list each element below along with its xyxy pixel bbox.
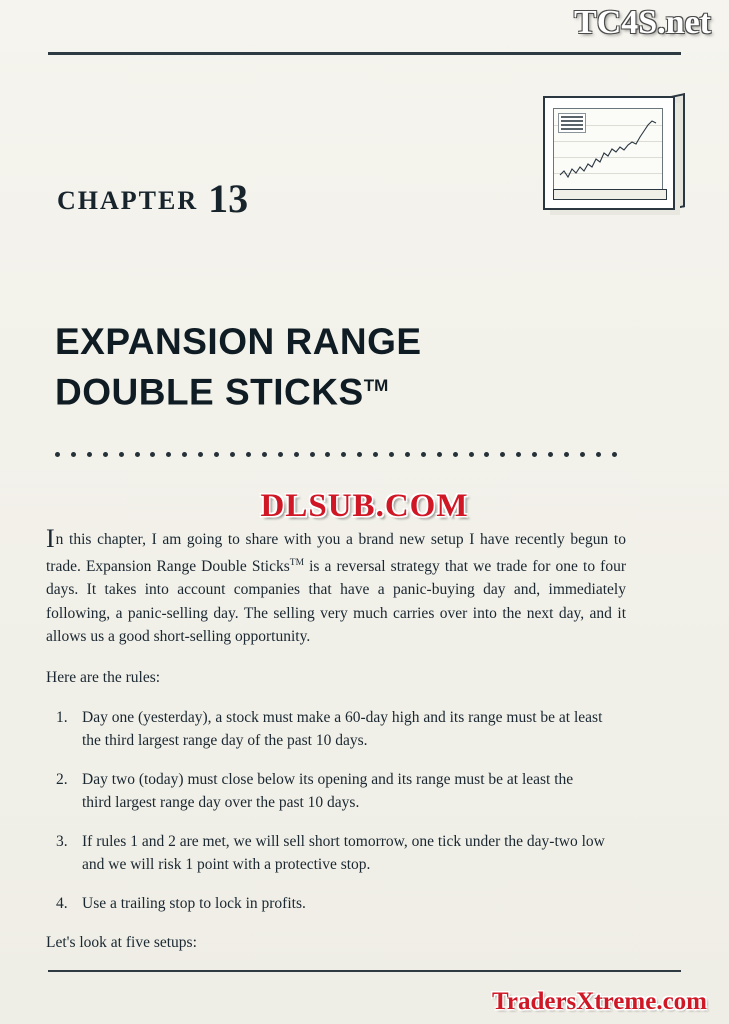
divider-dot [294, 452, 299, 457]
rule-text: If rules 1 and 2 are met, we will sell short tomorrow, one tick under the day-two low and we will risk 1 point with a protective stop. [82, 833, 605, 874]
chart-monitor-illustration [543, 96, 685, 218]
divider-dot [612, 452, 617, 457]
divider-dot [166, 452, 171, 457]
divider-dot [103, 452, 108, 457]
divider-dot [564, 452, 569, 457]
divider-dot [230, 452, 235, 457]
rule-number: 3. [56, 833, 68, 851]
rule-item [46, 768, 606, 814]
rule-text: Day two (today) must close below its opening and its range must be at least the third largest range day over the past 10 days. [82, 771, 574, 812]
trademark-symbol: TM [363, 376, 389, 395]
monitor-body [543, 96, 675, 210]
rules-intro: Here are the rules: [46, 668, 161, 686]
divider-dot [596, 452, 601, 457]
body-content [46, 524, 626, 972]
divider-dot [484, 452, 489, 457]
header-rule [48, 52, 681, 55]
chapter-label: CHAPTER [57, 186, 199, 215]
divider-dot [246, 452, 251, 457]
intro-text-part2: is a reversal strategy that we trade for one to four days. It takes into account companies that have a panic-buying day and, immediately following, a panic-selling day. The selling very much carries over into the next day, and it allows us a good short-selling opportunity. [46, 557, 626, 646]
divider-dot [500, 452, 505, 457]
footer-rule [48, 970, 681, 972]
title-line-1: EXPANSION RANGE [55, 321, 422, 362]
divider-dot [71, 452, 76, 457]
divider-dot [532, 452, 537, 457]
divider-dot [405, 452, 410, 457]
rule-text: Day one (yesterday), a stock must make a 60-day high and its range must be at least the third largest range day of the past 10 days. [82, 709, 603, 750]
rule-number: 1. [56, 709, 68, 727]
divider-dot [325, 452, 330, 457]
divider-dot [341, 452, 346, 457]
drop-cap: I [46, 524, 55, 553]
closing-line: Let's look at five setups: [46, 934, 197, 952]
monitor-base [553, 189, 667, 200]
chapter-number: 13 [208, 176, 249, 221]
monitor-screen [553, 108, 663, 190]
divider-dot [469, 452, 474, 457]
divider-dot [453, 452, 458, 457]
watermark-middle: DLSUB.COM [260, 488, 469, 524]
intro-text-part1: n this chapter, I am going to share with you a brand new setup I have recently begun to trade. Expansion Range Double Sticks [46, 531, 626, 575]
divider-dot [135, 452, 140, 457]
divider-dot [182, 452, 187, 457]
watermark-top: TC4S.net [574, 4, 711, 41]
divider-dot [421, 452, 426, 457]
intro-paragraph [46, 524, 626, 649]
divider-dot [389, 452, 394, 457]
rule-item [46, 706, 606, 752]
divider-dot [580, 452, 585, 457]
divider-dot [87, 452, 92, 457]
divider-dot [278, 452, 283, 457]
rules-list [46, 706, 606, 915]
divider-dot [198, 452, 203, 457]
divider-dot [357, 452, 362, 457]
rule-number: 2. [56, 771, 68, 789]
watermark-bottom: TradersXtreme.com [492, 988, 707, 1015]
divider-dot [214, 452, 219, 457]
rule-item [46, 892, 606, 915]
divider-dot [548, 452, 553, 457]
intro-trademark: TM [289, 557, 305, 568]
rule-text: Use a trailing stop to lock in profits. [82, 895, 306, 913]
chapter-heading [57, 175, 248, 222]
screen-price-line [554, 109, 662, 189]
page-title [55, 320, 615, 414]
rule-number: 4. [56, 895, 68, 913]
divider-dot [150, 452, 155, 457]
divider-dot [310, 452, 315, 457]
title-line-2: DOUBLE STICKS [55, 371, 364, 413]
divider-dot [516, 452, 521, 457]
divider-dot [119, 452, 124, 457]
divider-dot [262, 452, 267, 457]
divider-dot [55, 452, 60, 457]
divider-dot [437, 452, 442, 457]
divider-dot [373, 452, 378, 457]
rule-item [46, 830, 606, 876]
dotted-divider [55, 452, 617, 460]
